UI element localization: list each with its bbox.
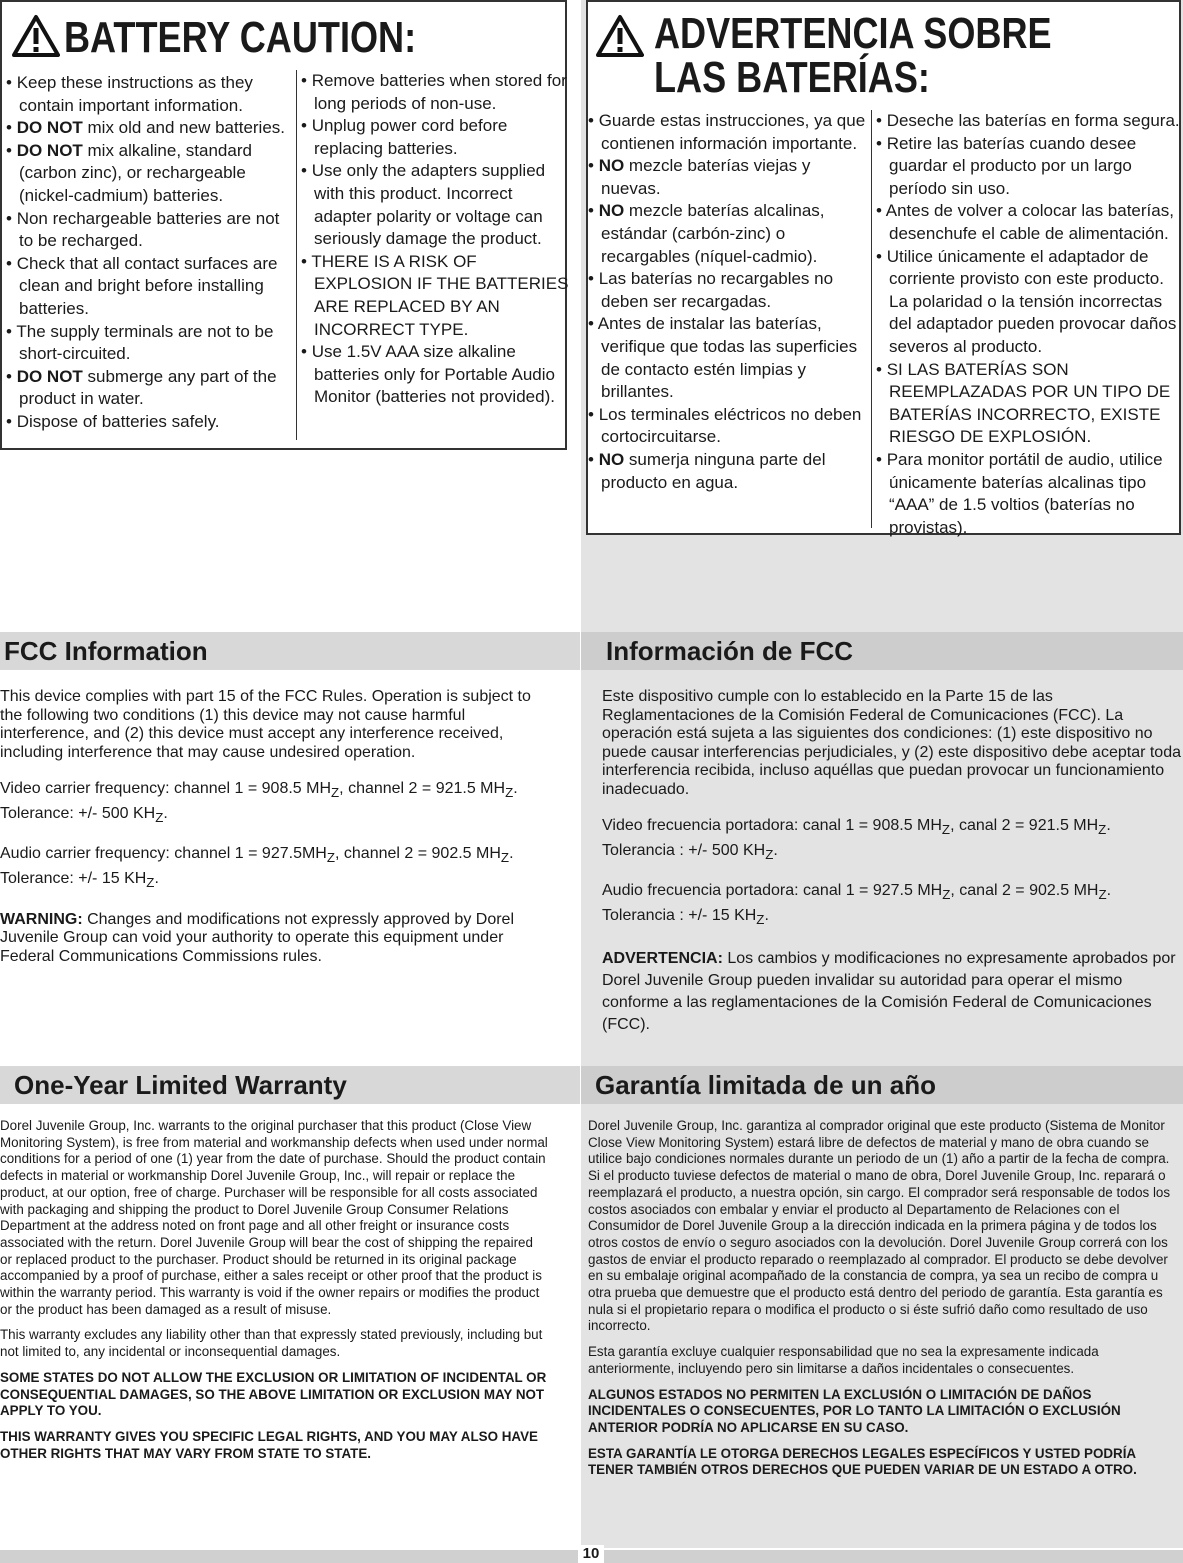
bullet-item: • Keep these instructions as they contain important information. bbox=[6, 73, 253, 115]
fcc-heading-bar-es bbox=[581, 632, 1183, 670]
battery-caution-list-2 bbox=[296, 70, 569, 440]
fcc-audio-line-es: Audio frecuencia portadora: canal 1 = 927.5 $MH_Z$, canal 2 = 902.5 $MH_Z$. bbox=[602, 882, 1112, 903]
bullet-item: • NO sumerja ninguna parte del producto en agua. bbox=[588, 449, 826, 492]
fcc-video-tolerance: Tolerance: +/- 500 $KH_Z$. bbox=[0, 804, 168, 825]
bullet-item: • Non rechargeable batteries are not to be recharged. bbox=[6, 208, 280, 251]
fcc-heading-es: Información de FCC bbox=[606, 636, 854, 666]
bullet-item: • Use only the adapters supplied with this product. Incorrect adapter polarity or voltage can seriously damage the product. bbox=[301, 161, 546, 249]
battery-caution-box-es bbox=[586, 0, 1181, 535]
fcc-intro: This device complies with part 15 of the FCC Rules. Operation is subject to the following two conditions (1) this device may not cause harmful interference, and (2) this device must accept any interference received, including interference that may cause undesired operation. bbox=[0, 688, 531, 761]
bullet-item: • Los terminales eléctricos no deben cortocircuitarse. bbox=[588, 404, 862, 447]
bullet-item: • Remove batteries when stored for long periods of non-use. bbox=[301, 71, 567, 113]
bullet-item: • Para monitor portátil de audio, utilice únicamente baterías alcalinas tipo “AAA” de 1.5 voltios (baterías no provistas). bbox=[876, 449, 1163, 537]
warranty-heading-es: Garantía limitada de un año bbox=[595, 1070, 936, 1100]
warranty-p3: SOME STATES DO NOT ALLOW THE EXCLUSION OR LIMITATION OF INCIDENTAL OR CONSEQUENTIAL DAMAGES, SO THE ABOVE LIMITATION OR EXCLUSION MAY NOT APPLY TO YOU. bbox=[0, 1369, 547, 1419]
title-line-2: LAS BATERÍAS: bbox=[654, 53, 930, 102]
warranty-p2: This warranty excludes any liability other than that expressly stated previously, including but not limited to, any incidental or inconsequential damages. bbox=[0, 1327, 543, 1360]
battery-caution-list-es-2 bbox=[871, 110, 1183, 537]
bullet-item: • Utilice únicamente el adaptador de corriente provisto con este producto. La polaridad o la tensión incorrectas del adaptador pueden provocar daños severos al producto. bbox=[876, 246, 1177, 356]
bullet-item: • NO mezcle baterías alcalinas, estándar (carbón-zinc) o recargables (níquel-cadmio). bbox=[588, 201, 825, 266]
warranty-heading: One-Year Limited Warranty bbox=[14, 1070, 347, 1100]
bullet-item: • Deseche las baterías en forma segura. bbox=[876, 111, 1180, 130]
fcc-body-es bbox=[602, 688, 1182, 1054]
warranty-heading-bar bbox=[0, 1066, 580, 1104]
battery-caution-box bbox=[0, 0, 567, 450]
fcc-body bbox=[0, 688, 552, 984]
bullet-item: • Use 1.5V AAA size alkaline batteries only for Portable Audio Monitor (batteries not provided). bbox=[301, 342, 555, 407]
bullet-item: • Retire las baterías cuando desee guardar el producto por un largo período sin uso. bbox=[876, 133, 1137, 198]
warranty-p4: THIS WARRANTY GIVES YOU SPECIFIC LEGAL RIGHTS, AND YOU MAY ALSO HAVE OTHER RIGHTS THAT MAY VARY FROM STATE TO STATE. bbox=[0, 1428, 538, 1461]
bullet-item: • DO NOT mix old and new batteries. bbox=[6, 118, 286, 138]
bullet-item: • Check that all contact surfaces are clean and bright before installing batteries. bbox=[6, 253, 278, 318]
battery-caution-title-es bbox=[654, 9, 1052, 102]
bullet-item: • The supply terminals are not to be short-circuited. bbox=[6, 321, 274, 364]
warranty-p2-es: Esta garantía excluye cualquier responsabilidad que no sea la expresamente indicada anteriormente, incluyendo pero sin limitarse a daños incidentales o consecuentes. bbox=[588, 1344, 1099, 1376]
bullet-item: • Guarde estas instrucciones, ya que contienen información importante. bbox=[588, 111, 866, 153]
warranty-p3-es: ALGUNOS ESTADOS NO PERMITEN LA EXCLUSIÓN O LIMITACIÓN DE DAÑOS INCIDENTALES O CONSECUENTES, POR LO TANTO LA LIMITACIÓN O EXCLUSIÓN ANTERIOR PODRÍA NO APLICARSE EN SU CASO. bbox=[588, 1386, 1121, 1435]
warranty-p1: Dorel Juvenile Group, Inc. warrants to the original purchaser that this product (Close View Monitoring System), is free from material and workmanship defects when used under normal conditions for a period of one (1) year from the date of purchase. Should the product contain defects in material or workmanship Dorel Juvenile Group, Inc., will repair or replace the product, at our option, free of charge. Purchaser will be responsible for all costs associated with packaging and shipping the product to Dorel Juvenile Group Consumer Relations Department at the address noted on front page and all other freight or insurance costs associated with the return. Dorel Juvenile Group will bear the cost of shipping the repaired or replaced product to the purchaser. Product should be returned in its original package accompanied by a proof of purchase, either a sales receipt or other proof that the product is within the warranty period. This warranty is void if the owner repairs or modifies the product or the product has been damaged as a result of misuse. bbox=[0, 1118, 548, 1317]
bullet-item: • DO NOT submerge any part of the product in water. bbox=[6, 366, 277, 409]
fcc-audio-tolerance: Tolerance: +/- 15 $KH_Z$. bbox=[0, 870, 159, 891]
bullet-item: • Unplug power cord before replacing batteries. bbox=[301, 116, 508, 158]
fcc-heading-bar bbox=[0, 632, 580, 670]
bullet-item: • NO mezcle baterías viejas y nuevas. bbox=[588, 156, 811, 198]
battery-caution-title: BATTERY CAUTION: bbox=[64, 13, 417, 62]
bullet-item: • Dispose of batteries safely. bbox=[6, 411, 220, 431]
fcc-video-line-es: Video frecuencia portadora: canal 1 = 908.5 $MH_Z$, canal 2 = 921.5 $MH_Z$. bbox=[602, 817, 1111, 838]
battery-caution-list-es-1 bbox=[588, 110, 868, 494]
warning-triangle-icon bbox=[12, 14, 60, 58]
fcc-heading: FCC Information bbox=[4, 636, 208, 666]
fcc-audio-tolerance-es: Tolerancia : +/- 15 $KH_Z$. bbox=[602, 907, 769, 928]
fcc-video-tolerance-es: Tolerancia : +/- 500 $KH_Z$. bbox=[602, 841, 778, 862]
warranty-heading-bar-es bbox=[581, 1066, 1183, 1104]
fcc-audio-line: Audio carrier frequency: channel $1 = 927.5MH_Z$, channel 2 = 902.5 $MH_Z$. bbox=[0, 845, 514, 866]
warranty-p4-es: ESTA GARANTÍA LE OTORGA DERECHOS LEGALES ESPECÍFICOS Y USTED PODRÍA TENER TAMBIÉN OTROS DERECHOS QUE PUEDEN VARIAR DE UN ESTADO A OTRO. bbox=[588, 1445, 1137, 1478]
title-line-1: ADVERTENCIA SOBRE bbox=[654, 9, 1052, 58]
fcc-warning-es: ADVERTENCIA: Los cambios y modificaciones no expresamente aprobados por Dorel Juvenile Group pueden invalidar su autoridad para operar el mismo conforme a las reglamentaciones de la Comisión Federal de Comunicaciones (FCC). bbox=[602, 949, 1176, 1033]
battery-caution-list-1 bbox=[6, 72, 296, 434]
bullet-item: • THERE IS A RISK OF EXPLOSION IF THE BATTERIES ARE REPLACED BY AN INCORRECT TYPE. bbox=[301, 251, 569, 339]
bullet-item: • DO NOT mix alkaline, standard (carbon zinc), or rechargeable (nickel-cadmium) batteries. bbox=[6, 140, 252, 205]
page-number: 10 bbox=[578, 1545, 604, 1563]
bullet-item: • Las baterías no recargables no deben ser recargadas. bbox=[588, 269, 834, 311]
warranty-p1-es: Dorel Juvenile Group, Inc. garantiza al comprador original que este producto (Sistema de Monitor Close View Monitoring System) estará libre de defectos de material y mano de obra cuando se utilice bajo condiciones normales durante un periodo de un (1) año a partir de la fecha de compra. Si el producto tuviese defectos de material o mano de obra, Dorel Juvenile Group, Inc. reparará o reemplazará el producto, a nuestra opción, sin cargo. El comprador será responsable de todos los costos asociados con embalar y enviar el producto al Departamento de Relaciones con el Consumidor de Dorel Juvenile Group a la dirección indicada en la primera página y de todos los otros costos de envío o seguro asociados con la devolución. Dorel Juvenile Group correrá con los gastos de enviar el producto reparado o reemplazado al comprador. El producto se debe devolver en su embalaje original acompañado de la constancia de compra, ya sea un recibo de compra u otra prueba que demuestre que el producto está dentro del periodo de garantía. Esta garantía es nula si el propietario repara o modifica el producto o si éste sufrió daño como resultado de uso incorrecto. bbox=[588, 1118, 1171, 1334]
warranty-body bbox=[0, 1118, 548, 1471]
bullet-item: • Antes de instalar las baterías, verifique que todas las superficies de contacto estén limpias y brillantes. bbox=[588, 314, 858, 402]
bullet-item: • SI LAS BATERÍAS SON REEMPLAZADAS POR UN TIPO DE BATERÍAS INCORRECTO, EXISTE RIESGO DE EXPLOSIÓN. bbox=[876, 359, 1171, 447]
fcc-video-line: Video carrier frequency: channel 1 = 908.5 $MH_Z$, channel 2 = 921.5 $MH_Z$. bbox=[0, 780, 518, 801]
fcc-intro-es: Este dispositivo cumple con lo establecido en la Parte 15 de las Reglamentaciones de la Comisión Federal de Comunicaciones (FCC). La operación está sujeta a las siguientes dos condiciones: (1) este dispositivo no puede causar interferencias perjudiciales, y (2) este dispositivo debe aceptar toda interferencia recibida, incluso aquéllas que puedan provocar un funcionamiento inadecuado. bbox=[602, 688, 1181, 798]
fcc-warning: WARNING: Changes and modifications not expressly approved by Dorel Juvenile Group can void your authority to operate this equipment under Federal Communications Commissions rules. bbox=[0, 910, 515, 965]
warning-triangle-icon bbox=[596, 14, 644, 58]
bullet-item: • Antes de volver a colocar las baterías, desenchufe el cable de alimentación. bbox=[876, 201, 1174, 243]
warranty-body-es bbox=[588, 1118, 1182, 1488]
